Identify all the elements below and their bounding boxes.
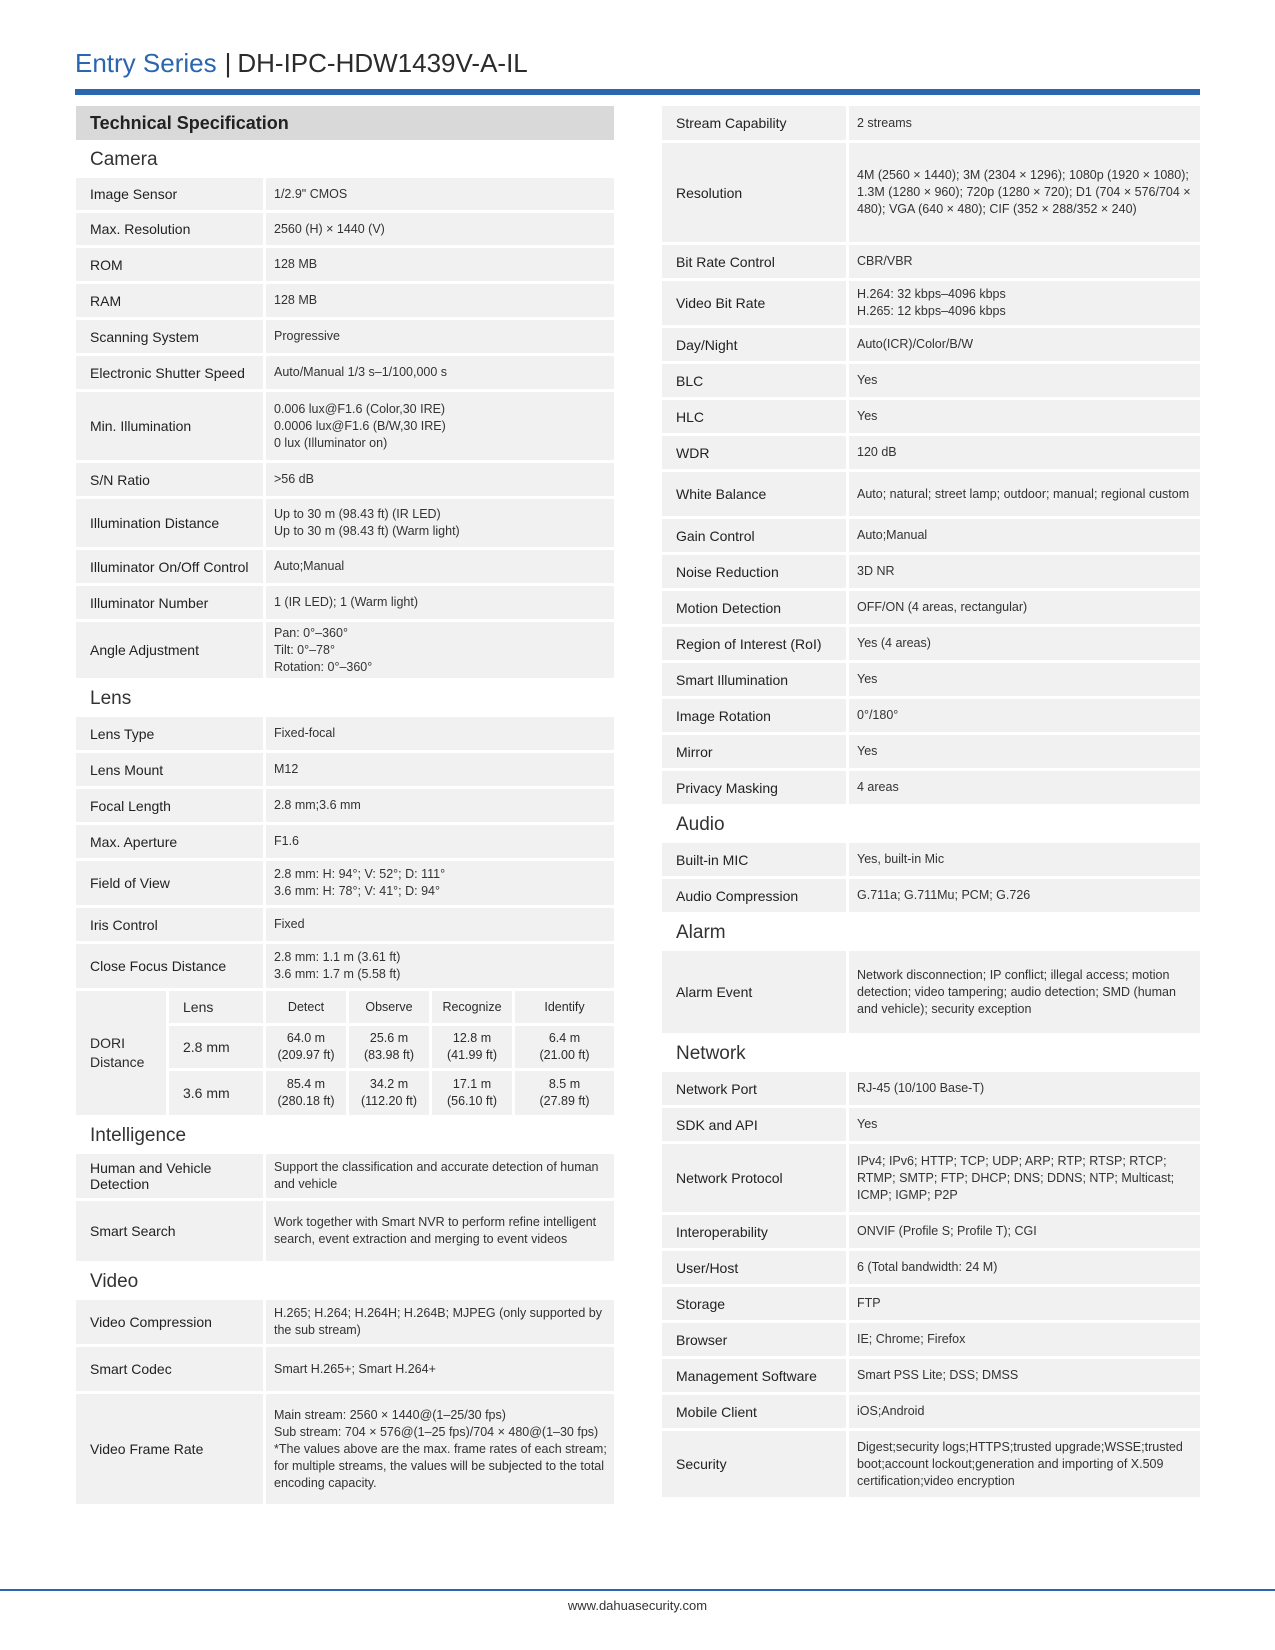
spec-value: Support the classification and accurate detection of human and vehicle bbox=[266, 1154, 614, 1198]
model-name: DH-IPC-HDW1439V-A-IL bbox=[237, 48, 528, 78]
spec-value: Auto;Manual bbox=[849, 519, 1200, 552]
spec-row bbox=[662, 591, 1200, 624]
spec-key: Mobile Client bbox=[662, 1395, 846, 1428]
spec-row bbox=[662, 436, 1200, 469]
spec-value: Fixed bbox=[266, 908, 614, 941]
spec-row bbox=[662, 143, 1200, 242]
spec-row bbox=[662, 771, 1200, 804]
spec-key: RAM bbox=[76, 284, 263, 317]
spec-row bbox=[662, 879, 1200, 912]
spec-key: Region of Interest (RoI) bbox=[662, 627, 846, 660]
spec-key: Image Sensor bbox=[76, 178, 263, 210]
spec-row bbox=[662, 555, 1200, 588]
section-alarm: Alarm bbox=[676, 922, 726, 943]
spec-row bbox=[662, 1287, 1200, 1320]
section-network: Network bbox=[676, 1043, 746, 1064]
spec-key: Smart Search bbox=[76, 1201, 263, 1261]
spec-value: 2.8 mm: H: 94°; V: 52°; D: 111° 3.6 mm: H: 78°; V: 41°; D: 94° bbox=[266, 861, 614, 905]
spec-value: Progressive bbox=[266, 320, 614, 353]
spec-row bbox=[662, 1431, 1200, 1497]
spec-key: Video Frame Rate bbox=[76, 1394, 263, 1504]
spec-row bbox=[662, 1108, 1200, 1141]
spec-value: Network disconnection; IP conflict; illegal access; motion detection; video tampering; audio detection; SMD (human and vehicle); security exception bbox=[849, 951, 1200, 1033]
spec-row bbox=[662, 1323, 1200, 1356]
spec-row bbox=[662, 1251, 1200, 1284]
dori-observe: 25.6 m (83.98 ft) bbox=[349, 1026, 429, 1068]
spec-row bbox=[76, 392, 614, 460]
spec-key: Illumination Distance bbox=[76, 499, 263, 547]
spec-key: Resolution bbox=[662, 143, 846, 242]
spec-row bbox=[662, 1359, 1200, 1392]
spec-key: Noise Reduction bbox=[662, 555, 846, 588]
dori-header-observe: Observe bbox=[349, 991, 429, 1023]
dori-grid bbox=[166, 991, 614, 1115]
spec-row bbox=[76, 356, 614, 389]
spec-value: FTP bbox=[849, 1287, 1200, 1320]
dori-recognize: 12.8 m (41.99 ft) bbox=[432, 1026, 512, 1068]
spec-value: Up to 30 m (98.43 ft) (IR LED) Up to 30 m (98.43 ft) (Warm light) bbox=[266, 499, 614, 547]
spec-key: Image Rotation bbox=[662, 699, 846, 732]
spec-key: Iris Control bbox=[76, 908, 263, 941]
spec-value: Smart PSS Lite; DSS; DMSS bbox=[849, 1359, 1200, 1392]
spec-key: ROM bbox=[76, 248, 263, 281]
spec-key: Angle Adjustment bbox=[76, 622, 263, 678]
title-separator: | bbox=[224, 48, 232, 78]
spec-value: 4M (2560 × 1440); 3M (2304 × 1296); 1080p (1920 × 1080); 1.3M (1280 × 960); 720p (1280 × 720); D1 (704 × 576/704 × 480); VGA (640 × 480); CIF (352 × 288/352 × 240) bbox=[849, 143, 1200, 242]
spec-row bbox=[76, 789, 614, 822]
spec-key: Close Focus Distance bbox=[76, 944, 263, 988]
spec-row bbox=[76, 1154, 614, 1198]
spec-row bbox=[662, 1072, 1200, 1105]
spec-row bbox=[662, 364, 1200, 397]
spec-key: Min. Illumination bbox=[76, 392, 263, 460]
spec-value: Yes bbox=[849, 1108, 1200, 1141]
spec-value: 1 (IR LED); 1 (Warm light) bbox=[266, 586, 614, 619]
spec-key: Interoperability bbox=[662, 1215, 846, 1248]
dori-identify: 8.5 m (27.89 ft) bbox=[515, 1071, 614, 1115]
left-column bbox=[76, 106, 614, 1507]
dori-table bbox=[76, 991, 614, 1115]
spec-row bbox=[76, 213, 614, 245]
spec-value: OFF/ON (4 areas, rectangular) bbox=[849, 591, 1200, 624]
spec-value: Auto(ICR)/Color/B/W bbox=[849, 328, 1200, 361]
section-video: Video bbox=[90, 1271, 139, 1292]
spec-row bbox=[662, 843, 1200, 876]
spec-key: Smart Illumination bbox=[662, 663, 846, 696]
spec-key: Lens Mount bbox=[76, 753, 263, 786]
spec-row bbox=[76, 1300, 614, 1344]
spec-row bbox=[662, 1215, 1200, 1248]
spec-row bbox=[662, 400, 1200, 433]
spec-key: Electronic Shutter Speed bbox=[76, 356, 263, 389]
right-column bbox=[662, 106, 1200, 1500]
series-name: Entry Series bbox=[75, 48, 217, 78]
spec-key: Browser bbox=[662, 1323, 846, 1356]
spec-value: iOS;Android bbox=[849, 1395, 1200, 1428]
spec-value: Yes, built-in Mic bbox=[849, 843, 1200, 876]
spec-key: HLC bbox=[662, 400, 846, 433]
spec-value: 6 (Total bandwidth: 24 M) bbox=[849, 1251, 1200, 1284]
dori-lens: 2.8 mm bbox=[169, 1026, 263, 1068]
spec-key: Focal Length bbox=[76, 789, 263, 822]
spec-key: Field of View bbox=[76, 861, 263, 905]
spec-row bbox=[662, 627, 1200, 660]
dori-identify: 6.4 m (21.00 ft) bbox=[515, 1026, 614, 1068]
spec-value: 4 areas bbox=[849, 771, 1200, 804]
spec-row bbox=[662, 1144, 1200, 1212]
spec-key: Network Protocol bbox=[662, 1144, 846, 1212]
page-title bbox=[75, 46, 1200, 80]
section-lens: Lens bbox=[90, 688, 132, 709]
spec-key: WDR bbox=[662, 436, 846, 469]
spec-value: 1/2.9" CMOS bbox=[266, 178, 614, 210]
spec-value: Auto; natural; street lamp; outdoor; manual; regional custom bbox=[849, 472, 1200, 516]
spec-row bbox=[76, 717, 614, 750]
spec-row bbox=[662, 519, 1200, 552]
spec-key: SDK and API bbox=[662, 1108, 846, 1141]
spec-row bbox=[662, 472, 1200, 516]
spec-value: Auto;Manual bbox=[266, 550, 614, 583]
dori-detect: 85.4 m (280.18 ft) bbox=[266, 1071, 346, 1115]
spec-value: Pan: 0°–360° Tilt: 0°–78° Rotation: 0°–360° bbox=[266, 622, 614, 678]
spec-value: 3D NR bbox=[849, 555, 1200, 588]
dori-label: DORI Distance bbox=[76, 991, 166, 1115]
spec-key: S/N Ratio bbox=[76, 463, 263, 496]
spec-key: Storage bbox=[662, 1287, 846, 1320]
spec-value: M12 bbox=[266, 753, 614, 786]
spec-value: Main stream: 2560 × 1440@(1–25/30 fps) Sub stream: 704 × 576@(1–25 fps)/704 × 480@(1–30 fps) *The values above are the max. frame rates of each stream; for multiple streams, the values will be subjected to the total encoding capacity. bbox=[266, 1394, 614, 1504]
spec-row bbox=[76, 1201, 614, 1261]
spec-row bbox=[76, 320, 614, 353]
spec-key: Motion Detection bbox=[662, 591, 846, 624]
spec-value: CBR/VBR bbox=[849, 245, 1200, 278]
spec-value: RJ-45 (10/100 Base-T) bbox=[849, 1072, 1200, 1105]
spec-value: 128 MB bbox=[266, 284, 614, 317]
spec-row bbox=[76, 463, 614, 496]
spec-key: Alarm Event bbox=[662, 951, 846, 1033]
spec-key: Smart Codec bbox=[76, 1347, 263, 1391]
spec-row bbox=[76, 825, 614, 858]
spec-key: Max. Resolution bbox=[76, 213, 263, 245]
spec-row bbox=[76, 284, 614, 317]
dori-header-lens: Lens bbox=[169, 991, 263, 1023]
spec-row bbox=[662, 245, 1200, 278]
dori-header-identify: Identify bbox=[515, 991, 614, 1023]
spec-key: Stream Capability bbox=[662, 106, 846, 140]
spec-value: H.265; H.264; H.264H; H.264B; MJPEG (only supported by the sub stream) bbox=[266, 1300, 614, 1344]
spec-key: Management Software bbox=[662, 1359, 846, 1392]
dori-header-detect: Detect bbox=[266, 991, 346, 1023]
spec-key: White Balance bbox=[662, 472, 846, 516]
spec-row bbox=[76, 550, 614, 583]
spec-value: Auto/Manual 1/3 s–1/100,000 s bbox=[266, 356, 614, 389]
spec-row bbox=[662, 699, 1200, 732]
spec-key: Audio Compression bbox=[662, 879, 846, 912]
dori-header-row bbox=[166, 991, 614, 1023]
spec-value: Yes bbox=[849, 663, 1200, 696]
spec-key: Illuminator On/Off Control bbox=[76, 550, 263, 583]
spec-key: Video Compression bbox=[76, 1300, 263, 1344]
spec-row bbox=[76, 622, 614, 678]
spec-key: Day/Night bbox=[662, 328, 846, 361]
spec-value: 2560 (H) × 1440 (V) bbox=[266, 213, 614, 245]
spec-key: Bit Rate Control bbox=[662, 245, 846, 278]
spec-value: H.264: 32 kbps–4096 kbps H.265: 12 kbps–4096 kbps bbox=[849, 281, 1200, 325]
spec-value: IPv4; IPv6; HTTP; TCP; UDP; ARP; RTP; RTSP; RTCP; RTMP; SMTP; FTP; DHCP; DNS; DDNS; NTP; Multicast; ICMP; IGMP; P2P bbox=[849, 1144, 1200, 1212]
spec-row bbox=[76, 861, 614, 905]
spec-row bbox=[76, 1347, 614, 1391]
spec-row bbox=[76, 908, 614, 941]
spec-value: Fixed-focal bbox=[266, 717, 614, 750]
spec-value: Yes (4 areas) bbox=[849, 627, 1200, 660]
spec-row bbox=[76, 586, 614, 619]
page-header bbox=[75, 46, 1200, 80]
spec-row bbox=[76, 248, 614, 281]
spec-key: Video Bit Rate bbox=[662, 281, 846, 325]
dori-header-recognize: Recognize bbox=[432, 991, 512, 1023]
spec-value: Yes bbox=[849, 735, 1200, 768]
spec-row bbox=[662, 735, 1200, 768]
spec-key: BLC bbox=[662, 364, 846, 397]
spec-title: Technical Specification bbox=[76, 106, 614, 140]
spec-row bbox=[76, 944, 614, 988]
spec-value: F1.6 bbox=[266, 825, 614, 858]
spec-value: >56 dB bbox=[266, 463, 614, 496]
spec-key: Lens Type bbox=[76, 717, 263, 750]
spec-value: Smart H.265+; Smart H.264+ bbox=[266, 1347, 614, 1391]
section-intelligence: Intelligence bbox=[90, 1125, 187, 1146]
dori-row bbox=[166, 1026, 614, 1068]
spec-value: 128 MB bbox=[266, 248, 614, 281]
spec-key: Gain Control bbox=[662, 519, 846, 552]
spec-value: 2.8 mm;3.6 mm bbox=[266, 789, 614, 822]
dori-lens: 3.6 mm bbox=[169, 1071, 263, 1115]
spec-row bbox=[662, 328, 1200, 361]
footer-url[interactable]: www.dahuasecurity.com bbox=[567, 1598, 708, 1613]
spec-value: ONVIF (Profile S; Profile T); CGI bbox=[849, 1215, 1200, 1248]
spec-row bbox=[662, 281, 1200, 325]
spec-key: Built-in MIC bbox=[662, 843, 846, 876]
spec-row bbox=[662, 663, 1200, 696]
spec-value: Work together with Smart NVR to perform refine intelligent search, event extraction and merging to event videos bbox=[266, 1201, 614, 1261]
spec-key: User/Host bbox=[662, 1251, 846, 1284]
spec-key: Human and Vehicle Detection bbox=[76, 1154, 263, 1198]
header-rule bbox=[75, 89, 1200, 95]
spec-row bbox=[662, 951, 1200, 1033]
spec-value: 2.8 mm: 1.1 m (3.61 ft) 3.6 mm: 1.7 m (5.58 ft) bbox=[266, 944, 614, 988]
spec-value: G.711a; G.711Mu; PCM; G.726 bbox=[849, 879, 1200, 912]
spec-row bbox=[76, 499, 614, 547]
dori-detect: 64.0 m (209.97 ft) bbox=[266, 1026, 346, 1068]
spec-value: IE; Chrome; Firefox bbox=[849, 1323, 1200, 1356]
spec-key: Illuminator Number bbox=[76, 586, 263, 619]
section-audio: Audio bbox=[676, 814, 725, 835]
spec-row bbox=[76, 178, 614, 210]
spec-key: Max. Aperture bbox=[76, 825, 263, 858]
spec-value: 0.006 lux@F1.6 (Color,30 IRE) 0.0006 lux@F1.6 (B/W,30 IRE) 0 lux (Illuminator on) bbox=[266, 392, 614, 460]
spec-value: Yes bbox=[849, 364, 1200, 397]
spec-key: Security bbox=[662, 1431, 846, 1497]
spec-value: 0°/180° bbox=[849, 699, 1200, 732]
dori-observe: 34.2 m (112.20 ft) bbox=[349, 1071, 429, 1115]
spec-row bbox=[76, 753, 614, 786]
footer-rule bbox=[0, 1589, 1275, 1591]
spec-value: Yes bbox=[849, 400, 1200, 433]
spec-row bbox=[662, 1395, 1200, 1428]
spec-row bbox=[662, 106, 1200, 140]
dori-row bbox=[166, 1071, 614, 1115]
spec-row bbox=[76, 1394, 614, 1504]
spec-value: Digest;security logs;HTTPS;trusted upgrade;WSSE;trusted boot;account lockout;generation and importing of X.509 certification;video encryption bbox=[849, 1431, 1200, 1497]
dori-recognize: 17.1 m (56.10 ft) bbox=[432, 1071, 512, 1115]
spec-key: Network Port bbox=[662, 1072, 846, 1105]
spec-value: 2 streams bbox=[849, 106, 1200, 140]
spec-value: 120 dB bbox=[849, 436, 1200, 469]
spec-key: Privacy Masking bbox=[662, 771, 846, 804]
section-camera: Camera bbox=[90, 149, 158, 170]
spec-key: Scanning System bbox=[76, 320, 263, 353]
spec-key: Mirror bbox=[662, 735, 846, 768]
